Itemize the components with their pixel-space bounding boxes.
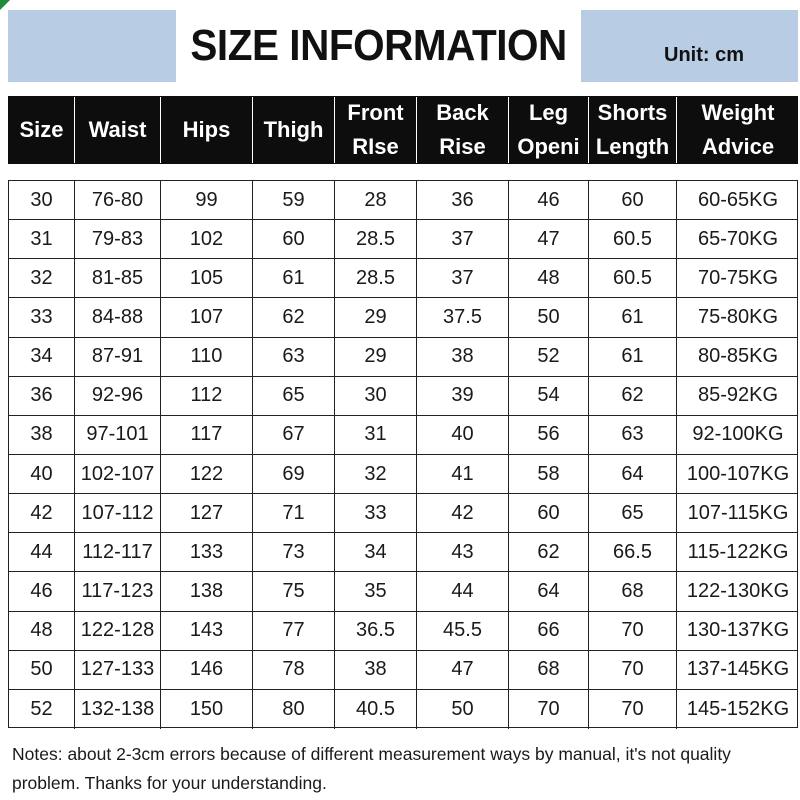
cell-hips: 110: [161, 338, 253, 376]
cell-waist: 87-91: [75, 338, 161, 376]
cell-weight-advice: 100-107KG: [686, 462, 790, 485]
cell-waist: 79-83: [75, 220, 161, 258]
cell-leg-opening: 50: [509, 298, 589, 336]
cell-size: 50: [9, 651, 75, 689]
cell-front-rise: 28.5: [335, 259, 417, 297]
table-row: [9, 494, 797, 533]
cell-leg-opening: 66: [509, 612, 589, 650]
header-weight-advice: Weight Advice: [701, 100, 775, 159]
cell-size: 42: [9, 494, 75, 532]
cell-thigh: 62: [253, 298, 335, 336]
cell-weight-advice: 65-70KG: [697, 227, 779, 250]
cell-leg-opening: 70: [509, 690, 589, 729]
cell-back-rise: 40: [417, 416, 509, 454]
table-row: [9, 220, 797, 259]
page-title: SIZE INFORMATION: [190, 21, 567, 70]
cell-back-rise: 43: [417, 533, 509, 571]
cell-thigh: 73: [253, 533, 335, 571]
cell-waist: 132-138: [75, 690, 161, 729]
cell-leg-opening: 68: [509, 651, 589, 689]
cell-thigh: 65: [253, 377, 335, 415]
cell-waist: 107-112: [75, 494, 161, 532]
cell-weight-advice: 107-115KG: [687, 501, 789, 524]
table-row: [9, 612, 797, 651]
cell-size: 34: [9, 338, 75, 376]
cell-front-rise: 33: [335, 494, 417, 532]
cell-size: 48: [9, 612, 75, 650]
cell-waist: 97-101: [75, 416, 161, 454]
cell-weight-advice: 92-100KG: [692, 423, 784, 446]
corner-mark: [0, 0, 10, 10]
cell-front-rise: 32: [335, 455, 417, 493]
cell-back-rise: 47: [417, 651, 509, 689]
cell-back-rise: 44: [417, 572, 509, 610]
cell-weight-advice: 122-130KG: [686, 579, 790, 602]
cell-hips: 99: [161, 181, 253, 219]
cell-size: 44: [9, 533, 75, 571]
cell-leg-opening: 56: [509, 416, 589, 454]
cell-shorts-length: 70: [589, 690, 677, 729]
table-row: [9, 377, 797, 416]
cell-front-rise: 35: [335, 572, 417, 610]
notes: Notes: about 2-3cm errors because of different measurement ways by manual, it's not quality problem. Thanks for your understanding.: [12, 744, 731, 793]
cell-size: 40: [9, 455, 75, 493]
cell-back-rise: 37: [417, 220, 509, 258]
cell-thigh: 75: [253, 572, 335, 610]
cell-waist: 122-128: [75, 612, 161, 650]
table-row: [9, 259, 797, 298]
cell-back-rise: 41: [417, 455, 509, 493]
cell-size: 38: [9, 416, 75, 454]
cell-thigh: 61: [253, 259, 335, 297]
cell-hips: 105: [161, 259, 253, 297]
cell-weight-advice: 130-137KG: [686, 619, 790, 642]
cell-hips: 127: [161, 494, 253, 532]
cell-shorts-length: 60: [589, 181, 677, 219]
table-row: [9, 690, 797, 729]
cell-weight-advice: 80-85KG: [697, 345, 779, 368]
cell-leg-opening: 54: [509, 377, 589, 415]
cell-size: 36: [9, 377, 75, 415]
cell-hips: 146: [161, 651, 253, 689]
cell-front-rise: 36.5: [335, 612, 417, 650]
cell-back-rise: 38: [417, 338, 509, 376]
cell-thigh: 60: [253, 220, 335, 258]
cell-waist: 76-80: [75, 181, 161, 219]
cell-leg-opening: 64: [509, 572, 589, 610]
table-row: [9, 572, 797, 611]
cell-shorts-length: 68: [589, 572, 677, 610]
cell-shorts-length: 60.5: [589, 259, 677, 297]
cell-back-rise: 36: [417, 181, 509, 219]
table-row: [9, 651, 797, 690]
cell-weight-advice: 137-145KG: [686, 658, 790, 681]
cell-weight-advice: 70-75KG: [697, 266, 779, 289]
cell-front-rise: 28: [335, 181, 417, 219]
header-leg-opening: Leg Openi: [509, 97, 589, 163]
cell-shorts-length: 70: [589, 612, 677, 650]
table-row: [9, 338, 797, 377]
cell-thigh: 77: [253, 612, 335, 650]
cell-leg-opening: 58: [509, 455, 589, 493]
table-row: [9, 181, 797, 220]
table-header: [8, 96, 798, 164]
cell-weight-advice: 145-152KG: [686, 697, 790, 720]
cell-leg-opening: 48: [509, 259, 589, 297]
cell-weight-advice: 85-92KG: [697, 384, 779, 407]
cell-shorts-length: 65: [589, 494, 677, 532]
cell-weight-advice: 75-80KG: [697, 305, 779, 328]
unit-label: Unit: cm: [664, 44, 744, 66]
cell-hips: 138: [161, 572, 253, 610]
cell-waist: 117-123: [75, 572, 161, 610]
cell-leg-opening: 47: [509, 220, 589, 258]
cell-thigh: 63: [253, 338, 335, 376]
cell-front-rise: 28.5: [335, 220, 417, 258]
cell-waist: 92-96: [75, 377, 161, 415]
cell-leg-opening: 46: [509, 181, 589, 219]
cell-shorts-length: 60.5: [589, 220, 677, 258]
table-row: [9, 455, 797, 494]
cell-size: 32: [9, 259, 75, 297]
header-hips: Hips: [161, 97, 253, 163]
header-waist: Waist: [75, 97, 161, 163]
cell-shorts-length: 70: [589, 651, 677, 689]
table-row: [9, 416, 797, 455]
cell-front-rise: 38: [335, 651, 417, 689]
cell-front-rise: 30: [335, 377, 417, 415]
header-back-rise: Back Rise: [417, 97, 509, 163]
cell-back-rise: 45.5: [417, 612, 509, 650]
cell-shorts-length: 61: [589, 338, 677, 376]
cell-hips: 102: [161, 220, 253, 258]
cell-size: 30: [9, 181, 75, 219]
cell-size: 31: [9, 220, 75, 258]
cell-shorts-length: 61: [589, 298, 677, 336]
cell-waist: 127-133: [75, 651, 161, 689]
cell-size: 46: [9, 572, 75, 610]
cell-front-rise: 29: [335, 338, 417, 376]
cell-waist: 81-85: [75, 259, 161, 297]
cell-waist: 112-117: [75, 533, 161, 571]
cell-leg-opening: 62: [509, 533, 589, 571]
cell-shorts-length: 63: [589, 416, 677, 454]
cell-front-rise: 31: [335, 416, 417, 454]
cell-weight-advice: 115-122KG: [687, 540, 789, 563]
cell-thigh: 69: [253, 455, 335, 493]
cell-leg-opening: 60: [509, 494, 589, 532]
cell-back-rise: 39: [417, 377, 509, 415]
cell-weight-advice: 60-65KG: [697, 188, 779, 211]
cell-shorts-length: 64: [589, 455, 677, 493]
cell-front-rise: 29: [335, 298, 417, 336]
header-front-rise: Front RIse: [335, 97, 417, 163]
cell-hips: 143: [161, 612, 253, 650]
cell-leg-opening: 52: [509, 338, 589, 376]
cell-thigh: 78: [253, 651, 335, 689]
cell-back-rise: 50: [417, 690, 509, 729]
cell-front-rise: 34: [335, 533, 417, 571]
cell-thigh: 80: [253, 690, 335, 729]
cell-thigh: 71: [253, 494, 335, 532]
cell-waist: 84-88: [75, 298, 161, 336]
cell-hips: 150: [161, 690, 253, 729]
cell-thigh: 59: [253, 181, 335, 219]
title-box: [176, 10, 581, 82]
size-table: [8, 180, 798, 728]
cell-shorts-length: 62: [589, 377, 677, 415]
cell-shorts-length: 66.5: [589, 533, 677, 571]
cell-hips: 122: [161, 455, 253, 493]
cell-front-rise: 40.5: [335, 690, 417, 729]
cell-back-rise: 37: [417, 259, 509, 297]
cell-hips: 107: [161, 298, 253, 336]
cell-back-rise: 42: [417, 494, 509, 532]
cell-hips: 117: [161, 416, 253, 454]
header-shorts-length: Shorts Length: [589, 97, 677, 163]
table-row: [9, 533, 797, 572]
cell-size: 52: [9, 690, 75, 729]
header-thigh: Thigh: [253, 97, 335, 163]
cell-waist: 102-107: [75, 455, 161, 493]
cell-hips: 112: [161, 377, 253, 415]
cell-hips: 133: [161, 533, 253, 571]
cell-size: 33: [9, 298, 75, 336]
table-row: [9, 298, 797, 337]
cell-back-rise: 37.5: [417, 298, 509, 336]
cell-thigh: 67: [253, 416, 335, 454]
header-size: Size: [9, 97, 75, 163]
